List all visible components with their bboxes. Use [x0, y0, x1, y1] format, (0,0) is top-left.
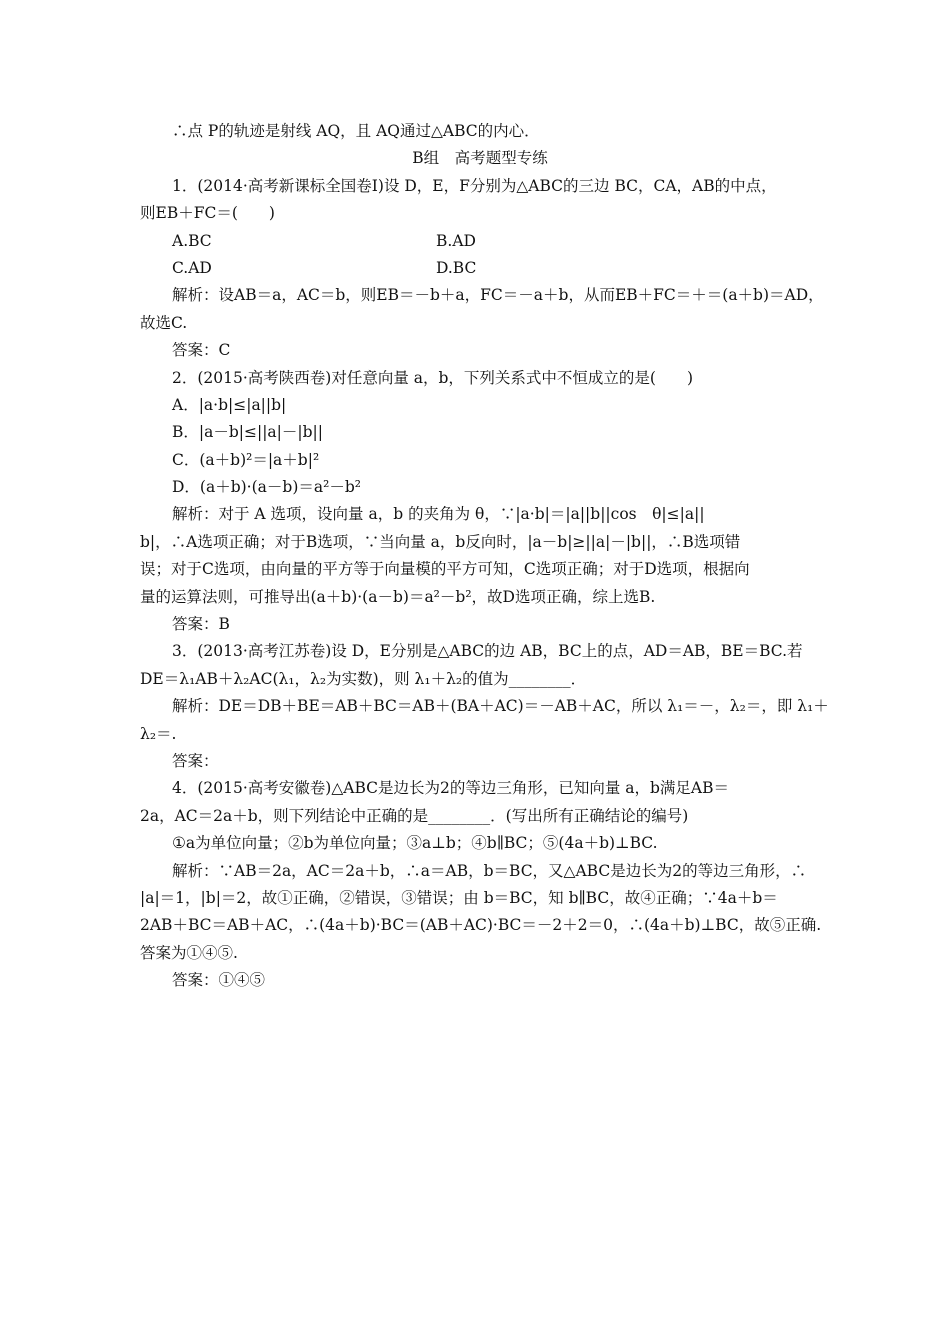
question-1-stem-cont: 则EB＋FC＝( ) — [140, 204, 275, 223]
question-1-options-row-2 — [140, 255, 820, 282]
answer-3: 答案： — [172, 751, 219, 770]
question-1-stem: 1．(2014·高考新课标全国卷Ⅰ)设 D，E，F分别为△ABC的三边 BC，CA，AB的中点， — [172, 176, 777, 195]
text-line: ∴点 P的轨迹是射线 AQ，且 AQ通过△ABC的内心． — [172, 122, 540, 140]
solution-4-cont: 2AB＋BC＝AB＋AC，∴(4a＋b)·BC＝(AB＋AC)·BC＝－2＋2＝0，∴(4a＋b)⊥BC，故⑤正确. — [140, 916, 822, 935]
solution-4: 解析：∵AB＝2a，AC＝2a＋b，∴a＝AB，b＝BC，又△ABC是边长为2的等边三角形，∴ — [172, 861, 807, 880]
answer-1: 答案：C — [172, 341, 231, 360]
solution-3-cont: λ₂＝. — [140, 724, 177, 743]
option-c: C.AD — [172, 258, 212, 277]
answer-2: 答案：B — [172, 615, 230, 634]
question-4-statements: ①a为单位向量；②b为单位向量；③a⊥b；④b∥BC；⑤(4a＋b)⊥BC. — [172, 834, 658, 853]
question-3-stem: 3．(2013·高考江苏卷)设 D，E分别是△ABC的边 AB，BC上的点，AD＝AB，BE＝BC.若 — [172, 642, 803, 661]
question-3-stem-cont: DE＝λ₁AB＋λ₂AC(λ₁，λ₂为实数)，则 λ₁＋λ₂的值为________． — [140, 669, 587, 688]
question-4-stem: 4．(2015·高考安徽卷)△ABC是边长为2的等边三角形，已知向量 a，b满足AB＝ — [172, 779, 730, 798]
option-b: B.AD — [436, 231, 476, 250]
solution-1-cont: 故选C. — [140, 313, 188, 332]
solution-4-cont: |a|＝1，|b|＝2，故①正确，②错误，③错误；由 b＝BC，知 b∥BC，故④正确；∵4a＋b＝ — [140, 888, 778, 907]
document-body — [140, 118, 829, 995]
question-4-stem-cont: 2a，AC＝2a＋b，则下列结论中正确的是________．(写出所有正确结论的编号) — [140, 806, 689, 825]
option-a: A.BC — [172, 231, 212, 250]
question-2-stem: 2．(2015·高考陕西卷)对任意向量 a，b，下列关系式中不恒成立的是( ) — [172, 368, 694, 387]
option-d: D.BC — [436, 258, 477, 277]
question-1-options-row-1 — [140, 228, 820, 255]
question-2-option-d: D．(a＋b)·(a－b)＝a²－b² — [172, 478, 361, 497]
answer-4: 答案：①④⑤ — [172, 971, 266, 990]
solution-2-cont: 误；对于C选项，由向量的平方等于向量模的平方可知，C选项正确；对于D选项，根据向 — [140, 560, 750, 579]
section-heading: B组 高考题型专练 — [412, 149, 548, 168]
solution-4-cont: 答案为①④⑤. — [140, 943, 238, 962]
question-2-option-b: B．|a－b|≤||a|－|b|| — [172, 423, 323, 442]
solution-2-cont: b|，∴A选项正确；对于B选项，∵当向量 a，b反向时，|a－b|≥||a|－|b||，∴B选项错 — [140, 532, 741, 551]
solution-2: 解析：对于 A 选项，设向量 a，b 的夹角为 θ，∵|a·b|＝|a||b||cos θ|≤|a|| — [172, 505, 705, 524]
solution-1: 解析：设AB＝a，AC＝b，则EB＝－b＋a，FC＝－a＋b，从而EB＋FC＝＋＝(a＋b)＝AD， — [172, 286, 824, 305]
solution-2-cont: 量的运算法则，可推导出(a＋b)·(a－b)＝a²－b²，故D选项正确，综上选B. — [140, 587, 656, 606]
solution-3: 解析：DE＝DB＋BE＝AB＋BC＝AB＋(BA＋AC)＝－AB＋AC，所以 λ₁＝－，λ₂＝，即 λ₁＋ — [172, 697, 829, 716]
question-2-option-c: C．(a＋b)²＝|a＋b|² — [172, 450, 320, 469]
question-2-option-a: A．|a·b|≤|a||b| — [172, 395, 287, 414]
